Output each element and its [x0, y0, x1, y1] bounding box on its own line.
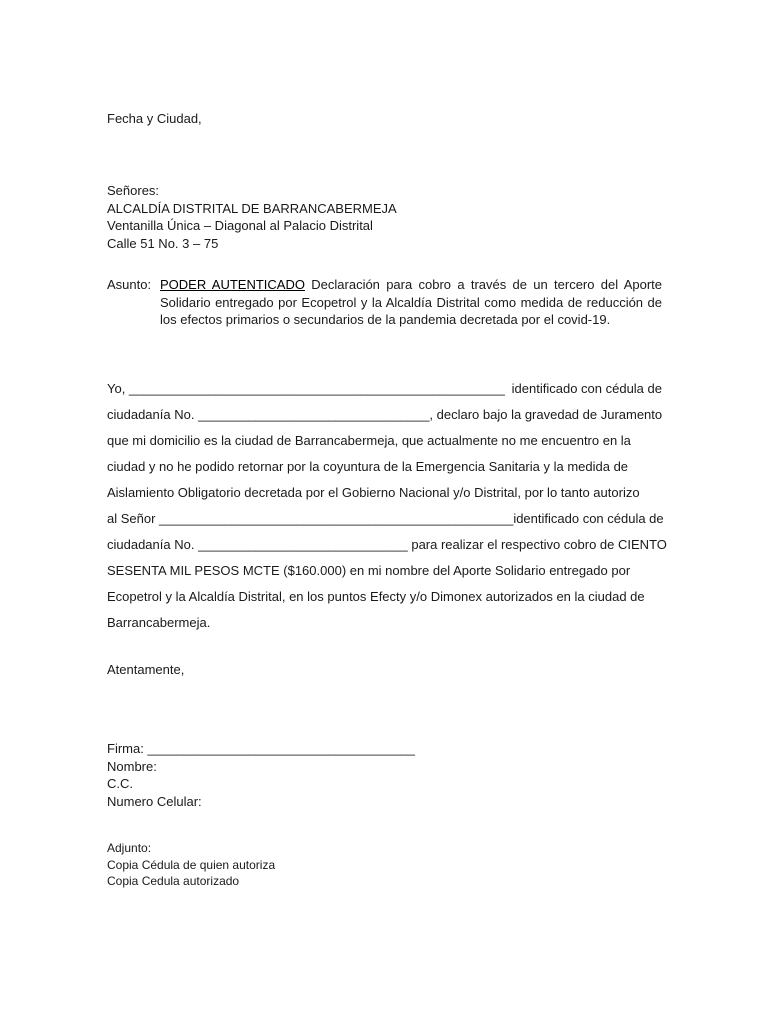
- id-line: C.C.: [107, 776, 133, 791]
- body-line: [107, 610, 662, 636]
- body-line-text: al Señor _________________________________________________: [107, 511, 514, 526]
- body-line-text: ciudad y no he podido retornar por la coyuntura de la Emergencia Sanitaria y la medida de: [107, 459, 629, 474]
- subject-text: [160, 276, 662, 329]
- attachment-item: Copia Cédula de quien autoriza: [107, 857, 276, 872]
- signature-line: Firma: _____________________________________: [107, 741, 415, 756]
- body-line: [107, 480, 662, 506]
- recipient-block: [107, 182, 397, 252]
- body-line: [107, 454, 662, 480]
- attachments-block: [107, 840, 275, 890]
- date-city-line: Fecha y Ciudad,: [107, 111, 202, 126]
- attachments-label: Adjunto:: [107, 841, 152, 855]
- attachment-item: Copia Cedula autorizado: [107, 874, 240, 888]
- body-line-text: Barrancabermeja.: [107, 615, 211, 630]
- body-line-text: que mi domicilio es la ciudad de Barrancabermeja, que actualmente no me encuentro en la: [107, 433, 631, 448]
- recipient-entity: ALCALDÍA DISTRITAL DE BARRANCABERMEJA: [107, 200, 397, 216]
- body-line-text: Aislamiento Obligatorio decretada por el Gobierno Nacional y/o Distrital, por lo tanto autorizo: [107, 485, 640, 500]
- body-line-text: SESENTA MIL PESOS MCTE ($160.000) en mi nombre del Aporte Solidario entregado por: [107, 563, 631, 578]
- subject-label: Asunto:: [107, 277, 152, 292]
- closing-line: Atentamente,: [107, 662, 185, 677]
- body-line: [107, 584, 662, 610]
- signature-block: [107, 740, 415, 810]
- body-line: [107, 506, 662, 532]
- body-line-text: identificado con cédula de: [513, 511, 664, 526]
- body-line: [107, 532, 667, 558]
- body-line: [107, 428, 662, 454]
- subject-heading: PODER AUTENTICADO: [160, 277, 305, 292]
- recipient-address-line1: Ventanilla Única – Diagonal al Palacio Distrital: [107, 218, 373, 233]
- body-line-text: Ecopetrol y la Alcaldía Distrital, en los puntos Efecty y/o Dimonex autorizados en la ciudad de: [107, 589, 645, 604]
- recipient-address-line2: Calle 51 No. 3 – 75: [107, 235, 219, 251]
- salutation: Señores:: [107, 183, 160, 198]
- name-line: Nombre:: [107, 758, 157, 774]
- body-line: [107, 558, 662, 584]
- body-line-text: ciudadanía No. _____________________________ para realizar el respectivo cobro de CIENTO: [107, 537, 667, 552]
- subject-body: Declaración para cobro a través de un tercero del Aporte Solidario entregado por Ecopetrol y la Alcaldía Distrital como medida de reducción de los efectos primarios o secundarios de la pandemia decretada por el covid-19.: [160, 277, 663, 327]
- body-line-text: Yo, ____________________________________________________: [107, 381, 505, 396]
- body-line: [107, 402, 662, 428]
- phone-line: Numero Celular:: [107, 793, 202, 809]
- body-line-text: identificado con cédula de: [511, 381, 662, 396]
- body-line-text: ciudadanía No. ________________________________, declaro bajo la gravedad de Juramento: [107, 407, 663, 422]
- body-line: [107, 376, 662, 402]
- body-paragraph: [107, 376, 667, 636]
